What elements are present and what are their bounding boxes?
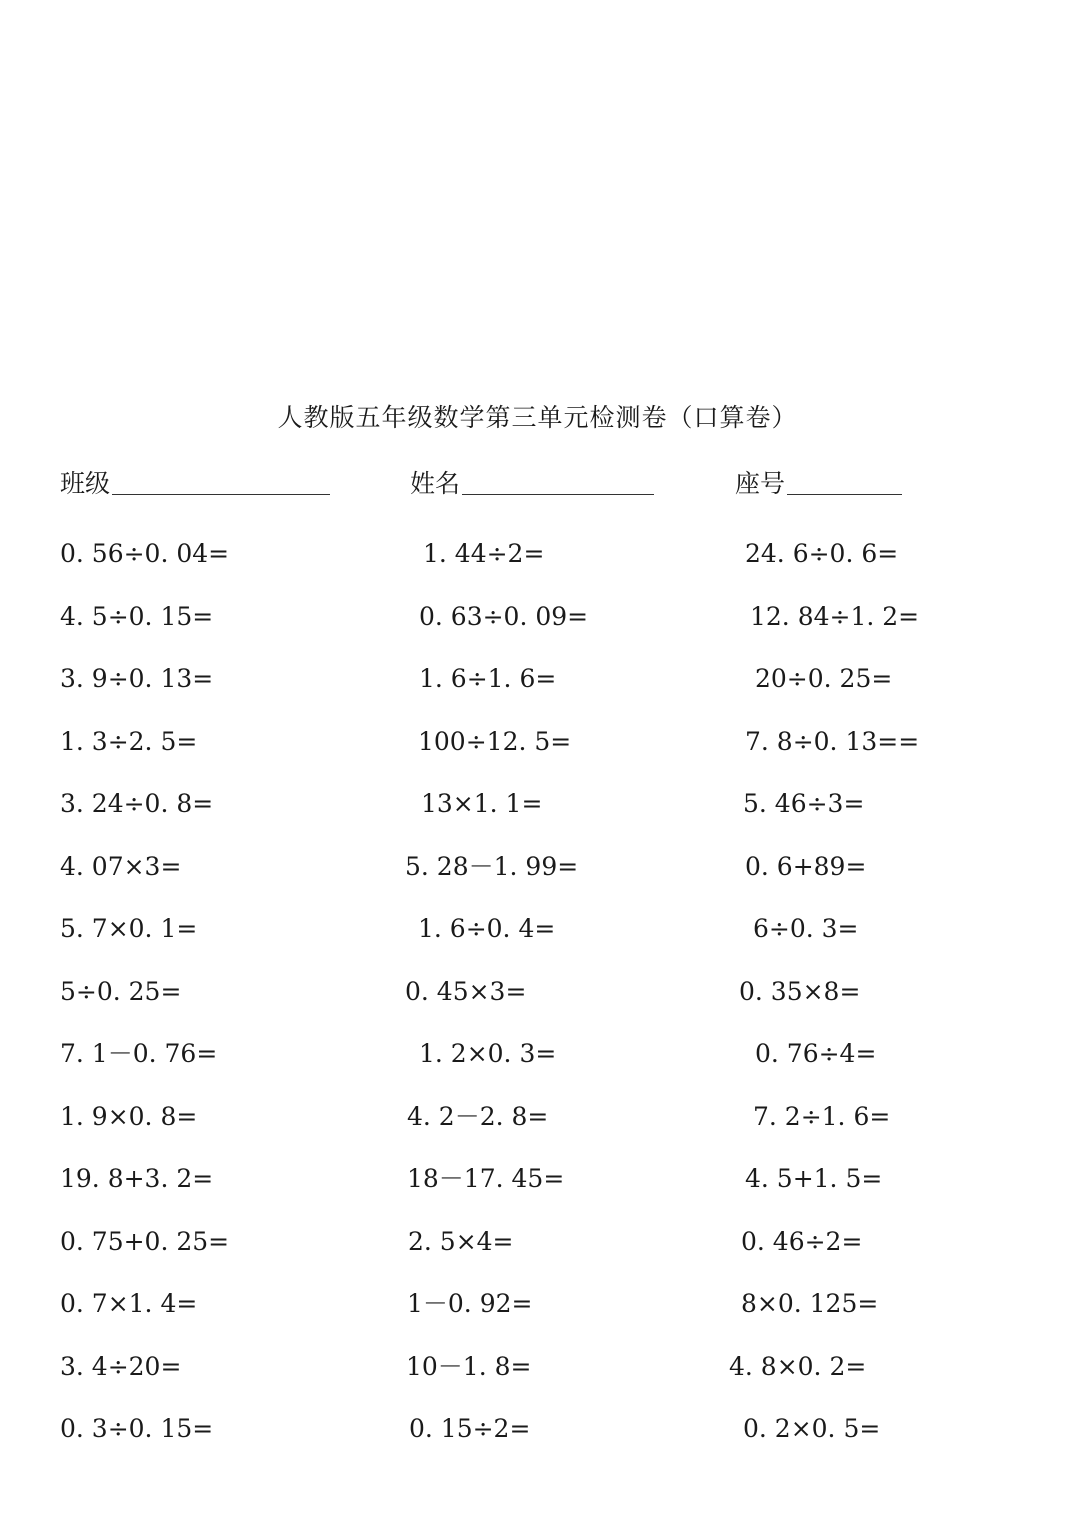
problem-middle-12: 2. 5×4= bbox=[408, 1227, 514, 1256]
seat-field bbox=[735, 466, 902, 502]
name-label: 姓名 bbox=[410, 469, 461, 498]
problem-middle-10: 4. 2－2. 8= bbox=[407, 1102, 549, 1131]
seat-label: 座号 bbox=[735, 469, 786, 498]
problem-middle-11: 18－17. 45= bbox=[407, 1164, 565, 1193]
class-blank-line[interactable] bbox=[112, 466, 330, 495]
problem-left-1: 0. 56÷0. 04= bbox=[60, 539, 230, 568]
problem-left-15: 0. 3÷0. 15= bbox=[60, 1414, 214, 1443]
problem-left-9: 7. 1－0. 76= bbox=[60, 1039, 218, 1068]
problem-right-6: 0. 6+89= bbox=[745, 852, 867, 881]
problem-left-5: 3. 24÷0. 8= bbox=[60, 789, 214, 818]
problem-right-1: 24. 6÷0. 6= bbox=[745, 539, 899, 568]
problem-right-2: 12. 84÷1. 2= bbox=[750, 602, 920, 631]
name-field bbox=[410, 466, 654, 502]
name-blank-line[interactable] bbox=[462, 466, 654, 495]
problem-left-8: 5÷0. 25= bbox=[60, 977, 182, 1006]
problem-right-10: 7. 2÷1. 6= bbox=[753, 1102, 891, 1131]
problem-left-6: 4. 07×3= bbox=[60, 852, 182, 881]
problem-right-5: 5. 46÷3= bbox=[743, 789, 865, 818]
class-field bbox=[60, 466, 330, 502]
problem-middle-3: 1. 6÷1. 6= bbox=[419, 664, 557, 693]
problem-right-15: 0. 2×0. 5= bbox=[743, 1414, 881, 1443]
problem-right-13: 8×0. 125= bbox=[741, 1289, 879, 1318]
problem-middle-8: 0. 45×3= bbox=[405, 977, 527, 1006]
problem-middle-9: 1. 2×0. 3= bbox=[419, 1039, 557, 1068]
problem-right-9: 0. 76÷4= bbox=[755, 1039, 877, 1068]
problem-middle-4: 100÷12. 5= bbox=[418, 727, 572, 756]
problem-left-10: 1. 9×0. 8= bbox=[60, 1102, 198, 1131]
problem-middle-5: 13×1. 1= bbox=[421, 789, 543, 818]
problem-left-2: 4. 5÷0. 15= bbox=[60, 602, 214, 631]
problem-right-14: 4. 8×0. 2= bbox=[729, 1352, 867, 1381]
problem-left-14: 3. 4÷20= bbox=[60, 1352, 182, 1381]
problem-middle-2: 0. 63÷0. 09= bbox=[419, 602, 589, 631]
problem-left-11: 19. 8+3. 2= bbox=[60, 1164, 214, 1193]
class-label: 班级 bbox=[60, 469, 111, 498]
title-text: 人教版五年级数学第三单元检测卷（口算卷） bbox=[277, 403, 798, 432]
problem-middle-7: 1. 6÷0. 4= bbox=[418, 914, 556, 943]
problem-right-11: 4. 5+1. 5= bbox=[745, 1164, 883, 1193]
problem-middle-13: 1－0. 92= bbox=[407, 1289, 533, 1318]
worksheet-title bbox=[0, 398, 1075, 438]
problem-left-4: 1. 3÷2. 5= bbox=[60, 727, 198, 756]
problem-left-3: 3. 9÷0. 13= bbox=[60, 664, 214, 693]
problem-right-12: 0. 46÷2= bbox=[741, 1227, 863, 1256]
problem-middle-14: 10－1. 8= bbox=[406, 1352, 532, 1381]
problem-left-7: 5. 7×0. 1= bbox=[60, 914, 198, 943]
problem-left-12: 0. 75+0. 25= bbox=[60, 1227, 230, 1256]
problem-right-7: 6÷0. 3= bbox=[753, 914, 859, 943]
problem-middle-15: 0. 15÷2= bbox=[409, 1414, 531, 1443]
problem-middle-1: 1. 44÷2= bbox=[423, 539, 545, 568]
seat-blank-line[interactable] bbox=[787, 466, 902, 495]
problem-right-4: 7. 8÷0. 13== bbox=[745, 727, 920, 756]
problem-right-3: 20÷0. 25= bbox=[755, 664, 893, 693]
problem-left-13: 0. 7×1. 4= bbox=[60, 1289, 198, 1318]
problem-right-8: 0. 35×8= bbox=[739, 977, 861, 1006]
problem-middle-6: 5. 28－1. 99= bbox=[405, 852, 579, 881]
